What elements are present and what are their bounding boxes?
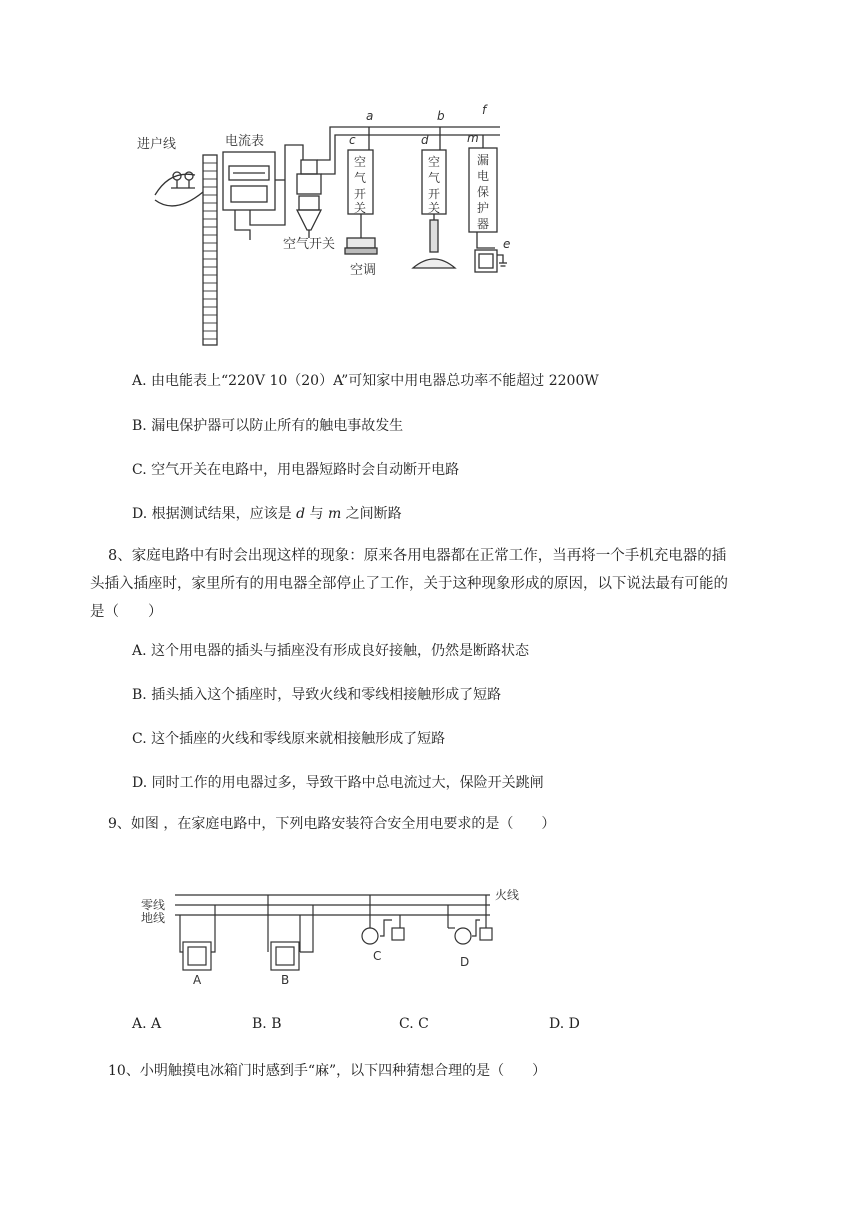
- box2-char: 气: [428, 171, 441, 185]
- box3-char: 器: [477, 217, 490, 231]
- q9-option-a: A. A: [132, 1016, 162, 1032]
- q8-option-c: C. 这个插座的火线和零线原来就相接触形成了短路: [132, 731, 446, 747]
- ground-wire-label: 地线: [141, 911, 166, 925]
- q9-option-c: C. C: [399, 1016, 429, 1032]
- box3-char: 保: [477, 185, 490, 199]
- box2-char: 开: [428, 187, 441, 201]
- point-e: e: [503, 237, 511, 251]
- q7-option-c: C. 空气开关在电路中，用电器短路时会自动断开电路: [132, 462, 460, 478]
- air-switch-label: 空气开关: [283, 237, 336, 252]
- socket-letter: B: [281, 973, 290, 987]
- q10-stem: 10、小明触摸电冰箱门时感到手“麻”，以下四种猜想合理的是（ ）: [108, 1063, 547, 1079]
- point-d: d: [421, 133, 429, 147]
- q9-stem: 9、如图 ，在家庭电路中，下列电路安装符合安全用电要求的是（ ）: [108, 816, 556, 832]
- point-f: f: [482, 103, 487, 117]
- point-c: c: [349, 133, 356, 147]
- q8-option-d: D. 同时工作的用电器过多，导致干路中总电流过大，保险开关跳闸: [132, 775, 544, 791]
- household-wiring-figure: [125, 100, 525, 350]
- q8-option-a: A. 这个用电器的插头与插座没有形成良好接触，仍然是断路状态: [132, 643, 530, 659]
- q7-option-a: A. 由电能表上“220V 10（20）A”可知家中用电器总功率不能超过 2200W: [132, 373, 599, 389]
- q9-option-b: B. B: [252, 1016, 282, 1032]
- box3-char: 漏: [477, 153, 490, 167]
- q7-option-d: [132, 503, 402, 523]
- q7-option-d-suffix: 之间断路: [341, 506, 402, 522]
- box2-char: 空: [428, 155, 441, 169]
- q7-option-d-var-m: m: [327, 506, 342, 522]
- point-b: b: [437, 109, 445, 123]
- q7-option-d-var-d: d: [296, 506, 306, 522]
- q8-stem-line: 头插入插座时，家里所有的用电器全部停止了工作，关于这种现象形成的原因，以下说法最有可能的: [90, 576, 728, 592]
- inlet-label: 进户线: [137, 137, 177, 152]
- q8-option-b: B. 插头插入这个插座时，导致火线和零线相接触形成了短路: [132, 687, 502, 703]
- q8-stem-line: 8、家庭电路中有时会出现这样的现象：原来各用电器都在正常工作，当再将一个手机充电器的插: [108, 548, 727, 564]
- live-wire-label: 火线: [495, 888, 520, 902]
- box3-char: 电: [477, 169, 490, 183]
- neutral-wire-label: 零线: [141, 898, 166, 912]
- q7-option-b: B. 漏电保护器可以防止所有的触电事故发生: [132, 418, 404, 434]
- socket-circuit-figure: [135, 880, 535, 990]
- q9-option-d: D. D: [549, 1016, 580, 1032]
- socket-letter: A: [193, 973, 202, 987]
- meter-label: 电流表: [225, 134, 265, 149]
- point-a: a: [366, 109, 374, 123]
- box2-char: 关: [428, 201, 441, 215]
- point-m: m: [467, 131, 479, 145]
- box3-char: 护: [477, 201, 490, 215]
- socket-letter: C: [373, 949, 382, 963]
- socket-letter: D: [460, 955, 470, 969]
- box1-char: 空: [354, 155, 367, 169]
- box1-char: 关: [354, 201, 367, 215]
- q8-stem: [90, 542, 810, 626]
- q7-option-d-prefix: D. 根据测试结果，应该是: [132, 506, 297, 522]
- q7-option-d-mid: 与: [305, 506, 328, 522]
- box1-char: 气: [354, 171, 367, 185]
- box1-char: 开: [354, 187, 367, 201]
- aircon-label: 空调: [350, 263, 377, 278]
- q8-stem-line: 是（ ）: [90, 604, 163, 620]
